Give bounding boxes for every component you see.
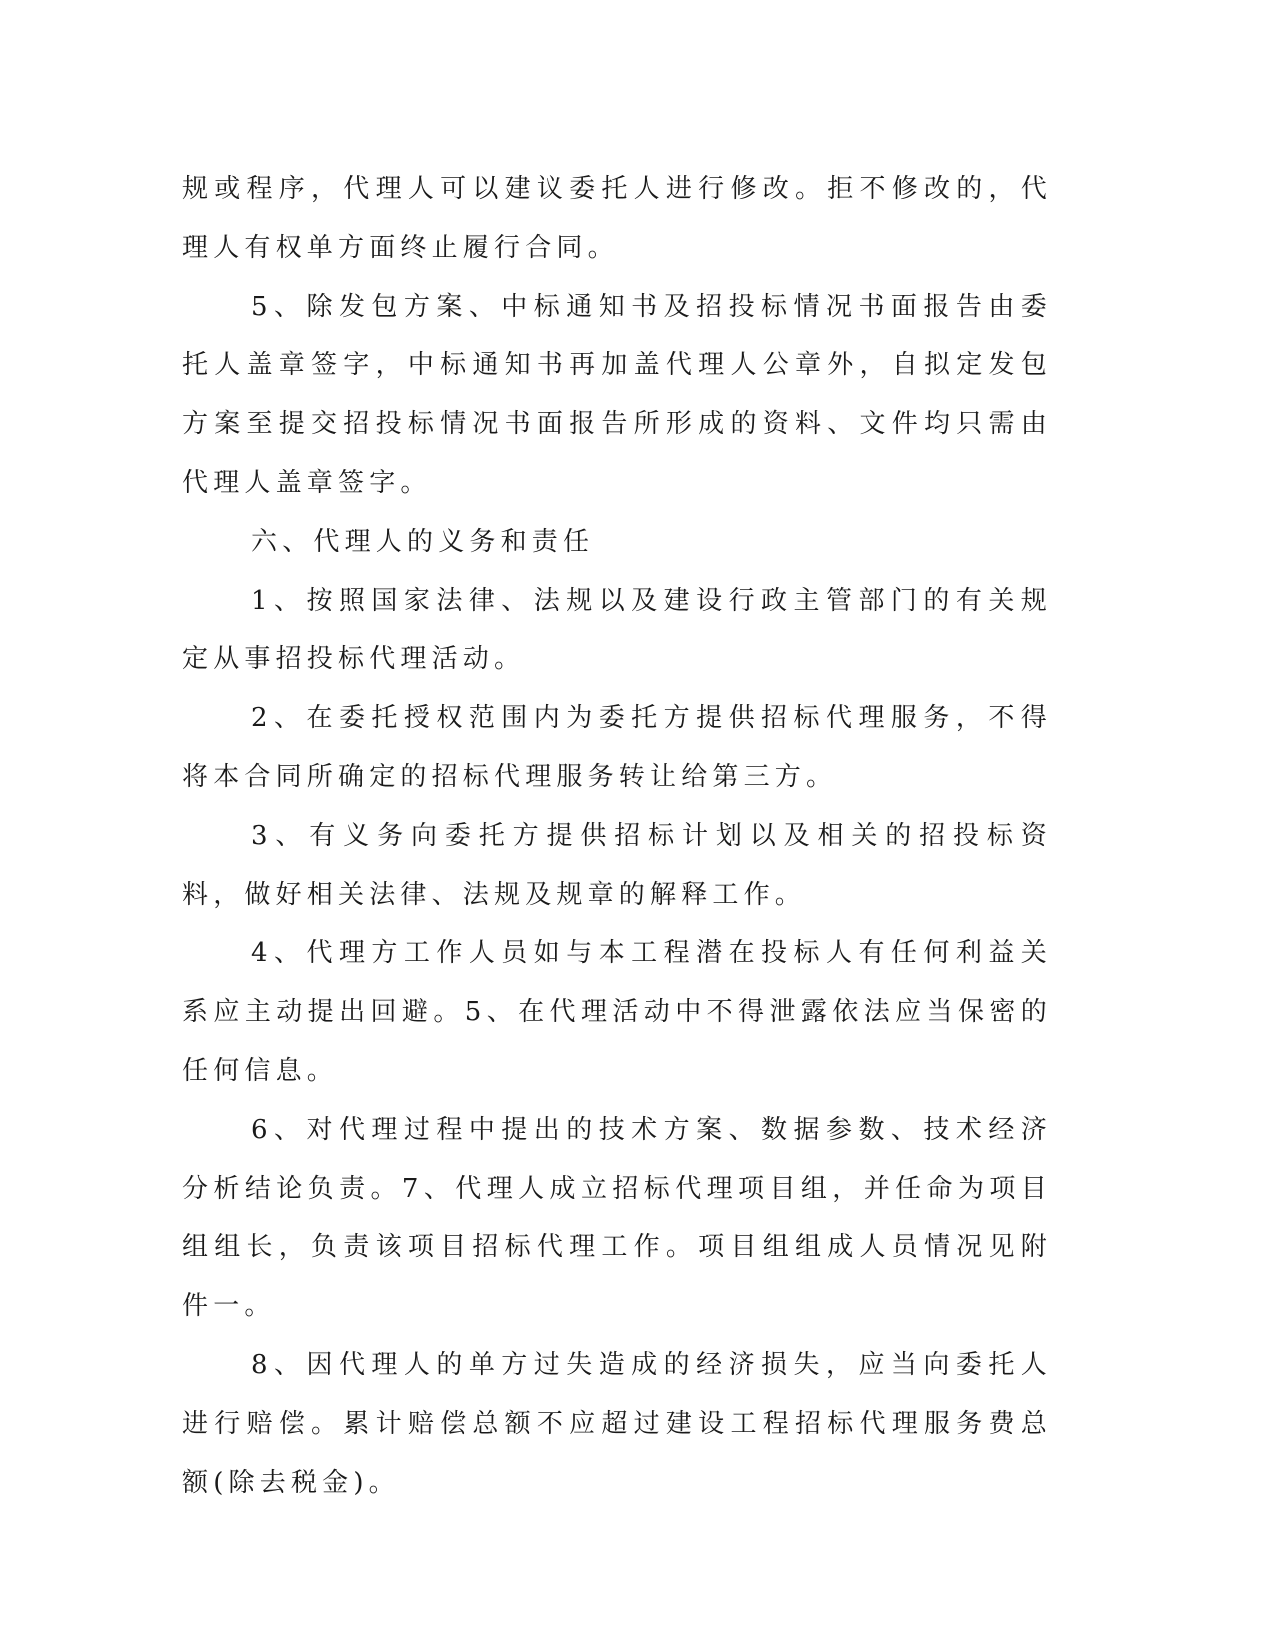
paragraph-continuation: 规或程序，代理人可以建议委托人进行修改。拒不修改的，代理人有权单方面终止履行合同。 (182, 174, 1052, 263)
paragraph-duty-6-7: 6、对代理过程中提出的技术方案、数据参数、技术经济分析结论负责。7、代理人成立招标代理项目组，并任命为项目组组长，负责该项目招标代理工作。项目组组成人员情况见附件一。 (182, 1114, 1052, 1322)
paragraph-duty-3: 3、有义务向委托方提供招标计划以及相关的招投标资料，做好相关法律、法规及规章的解释工作。 (182, 820, 1052, 910)
paragraph-clause-5-stamping: 5、除发包方案、中标通知书及招投标情况书面报告由委托人盖章签字，中标通知书再加盖代理人公章外，自拟定发包方案至提交招投标情况书面报告所形成的资料、文件均只需由代理人盖章签字。 (182, 291, 1052, 498)
section-heading-agent-duties: 六、代理人的义务和责任 (251, 526, 595, 557)
document-body (182, 160, 1052, 1512)
paragraph-duty-1: 1、按照国家法律、法规以及建设行政主管部门的有关规定从事招投标代理活动。 (182, 585, 1052, 675)
paragraph-duty-8: 8、因代理人的单方过失造成的经济损失，应当向委托人进行赔偿。累计赔偿总额不应超过建设工程招标代理服务费总额(除去税金)。 (182, 1349, 1052, 1498)
paragraph-duty-2: 2、在委托授权范围内为委托方提供招标代理服务，不得将本合同所确定的招标代理服务转让给第三方。 (182, 703, 1052, 792)
paragraph-duty-4-5: 4、代理方工作人员如与本工程潜在投标人有任何利益关系应主动提出回避。5、在代理活动中不得泄露依法应当保密的任何信息。 (182, 938, 1052, 1086)
